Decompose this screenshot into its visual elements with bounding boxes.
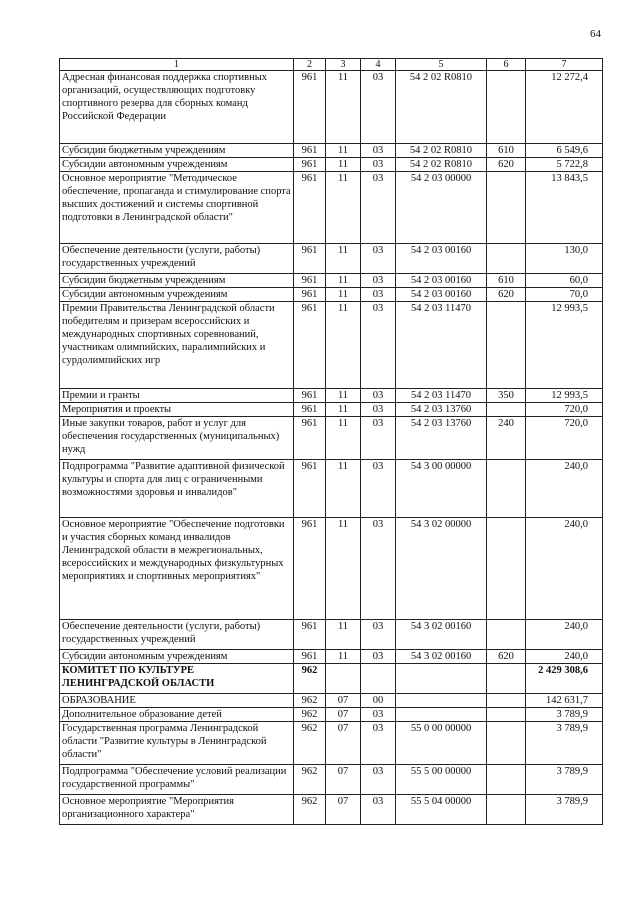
row-ministry-cell: 962 <box>294 694 326 708</box>
row-subsection-cell: 03 <box>361 288 396 302</box>
header-col-2: 2 <box>294 59 326 71</box>
row-ministry-cell: 961 <box>294 288 326 302</box>
row-amount-cell: 12 993,5 <box>526 389 603 403</box>
table-row <box>60 71 603 144</box>
budget-table <box>59 58 603 825</box>
row-target-article-cell: 54 2 03 00160 <box>396 274 487 288</box>
row-target-article-cell: 54 2 03 00160 <box>396 244 487 274</box>
row-subsection-cell: 03 <box>361 460 396 518</box>
row-section-cell: 11 <box>326 650 361 664</box>
row-name-cell: Адресная финансовая поддержка спортивных организаций, осуществляющих подготовку спортивного резерва для сборных команд Российской Федерации <box>60 71 294 144</box>
row-target-article-cell: 54 2 03 11470 <box>396 302 487 389</box>
header-col-5: 5 <box>396 59 487 71</box>
row-target-article-cell <box>396 694 487 708</box>
page-number: 64 <box>590 28 601 40</box>
row-expense-type-cell <box>487 708 526 722</box>
row-name-cell: Государственная программа Ленинградской области "Развитие культуры в Ленинградской области" <box>60 722 294 765</box>
row-section-cell: 11 <box>326 518 361 620</box>
row-amount-cell: 720,0 <box>526 403 603 417</box>
row-expense-type-cell: 350 <box>487 389 526 403</box>
row-section-cell: 11 <box>326 144 361 158</box>
row-amount-cell: 130,0 <box>526 244 603 274</box>
header-col-3: 3 <box>326 59 361 71</box>
row-name-cell: Субсидии автономным учреждениям <box>60 650 294 664</box>
row-ministry-cell: 962 <box>294 708 326 722</box>
row-expense-type-cell <box>487 460 526 518</box>
row-name-cell: Субсидии бюджетным учреждениям <box>60 144 294 158</box>
row-name-cell: Обеспечение деятельности (услуги, работы) государственных учреждений <box>60 244 294 274</box>
row-ministry-cell: 961 <box>294 172 326 244</box>
row-section-cell: 11 <box>326 172 361 244</box>
row-ministry-cell: 961 <box>294 389 326 403</box>
table-row <box>60 664 603 694</box>
row-amount-cell: 240,0 <box>526 620 603 650</box>
row-section-cell: 07 <box>326 694 361 708</box>
row-expense-type-cell <box>487 302 526 389</box>
row-section-cell <box>326 664 361 694</box>
table-row <box>60 708 603 722</box>
row-target-article-cell: 54 2 03 00000 <box>396 172 487 244</box>
row-subsection-cell: 03 <box>361 722 396 765</box>
row-section-cell: 11 <box>326 244 361 274</box>
row-ministry-cell: 961 <box>294 620 326 650</box>
row-subsection-cell: 03 <box>361 71 396 144</box>
row-amount-cell: 720,0 <box>526 417 603 460</box>
header-col-7: 7 <box>526 59 603 71</box>
row-ministry-cell: 961 <box>294 518 326 620</box>
row-expense-type-cell: 610 <box>487 144 526 158</box>
row-ministry-cell: 961 <box>294 158 326 172</box>
table-row <box>60 765 603 795</box>
row-ministry-cell: 961 <box>294 460 326 518</box>
row-ministry-cell: 961 <box>294 650 326 664</box>
table-row <box>60 460 603 518</box>
row-ministry-cell: 962 <box>294 722 326 765</box>
row-target-article-cell: 54 2 03 13760 <box>396 417 487 460</box>
table-row <box>60 795 603 825</box>
row-amount-cell: 3 789,9 <box>526 708 603 722</box>
row-section-cell: 11 <box>326 417 361 460</box>
row-name-cell: Мероприятия и проекты <box>60 403 294 417</box>
row-target-article-cell: 54 2 02 R0810 <box>396 144 487 158</box>
table-row <box>60 694 603 708</box>
row-target-article-cell: 55 5 00 00000 <box>396 765 487 795</box>
row-target-article-cell: 54 3 02 00000 <box>396 518 487 620</box>
row-target-article-cell: 54 2 03 11470 <box>396 389 487 403</box>
row-expense-type-cell <box>487 620 526 650</box>
table-row <box>60 302 603 389</box>
row-subsection-cell: 03 <box>361 144 396 158</box>
table-row <box>60 650 603 664</box>
row-amount-cell: 12 272,4 <box>526 71 603 144</box>
row-amount-cell: 5 722,8 <box>526 158 603 172</box>
row-subsection-cell: 03 <box>361 244 396 274</box>
row-target-article-cell: 55 0 00 00000 <box>396 722 487 765</box>
header-col-1: 1 <box>60 59 294 71</box>
row-subsection-cell: 03 <box>361 403 396 417</box>
row-expense-type-cell <box>487 795 526 825</box>
header-col-4: 4 <box>361 59 396 71</box>
table-row <box>60 172 603 244</box>
row-expense-type-cell <box>487 694 526 708</box>
row-target-article-cell <box>396 708 487 722</box>
row-ministry-cell: 961 <box>294 417 326 460</box>
header-col-6: 6 <box>487 59 526 71</box>
row-name-cell: Основное мероприятие "Методическое обеспечение, пропаганда и стимулирование спорта высших достижений и системы спортивной подготовки в Ленинградской области" <box>60 172 294 244</box>
row-target-article-cell: 54 3 00 00000 <box>396 460 487 518</box>
row-subsection-cell: 03 <box>361 518 396 620</box>
table-row <box>60 274 603 288</box>
row-amount-cell: 2 429 308,6 <box>526 664 603 694</box>
row-section-cell: 11 <box>326 288 361 302</box>
row-expense-type-cell <box>487 518 526 620</box>
row-expense-type-cell <box>487 172 526 244</box>
table-row <box>60 722 603 765</box>
row-amount-cell: 240,0 <box>526 650 603 664</box>
table-row <box>60 389 603 403</box>
row-target-article-cell: 54 3 02 00160 <box>396 650 487 664</box>
table-row <box>60 144 603 158</box>
row-subsection-cell: 03 <box>361 417 396 460</box>
row-name-cell: Дополнительное образование детей <box>60 708 294 722</box>
row-subsection-cell: 03 <box>361 620 396 650</box>
row-name-cell: Иные закупки товаров, работ и услуг для обеспечения государственных (муниципальных) нужд <box>60 417 294 460</box>
row-target-article-cell: 54 2 03 00160 <box>396 288 487 302</box>
row-section-cell: 11 <box>326 274 361 288</box>
row-amount-cell: 6 549,6 <box>526 144 603 158</box>
table-row <box>60 403 603 417</box>
row-ministry-cell: 962 <box>294 765 326 795</box>
row-expense-type-cell: 240 <box>487 417 526 460</box>
row-ministry-cell: 961 <box>294 144 326 158</box>
table-row <box>60 620 603 650</box>
row-ministry-cell: 961 <box>294 244 326 274</box>
row-expense-type-cell: 620 <box>487 650 526 664</box>
row-name-cell: Основное мероприятие "Мероприятия организационного характера" <box>60 795 294 825</box>
row-ministry-cell: 962 <box>294 664 326 694</box>
row-subsection-cell: 03 <box>361 389 396 403</box>
row-expense-type-cell <box>487 403 526 417</box>
table-row <box>60 518 603 620</box>
row-subsection-cell: 03 <box>361 708 396 722</box>
row-amount-cell: 3 789,9 <box>526 722 603 765</box>
row-amount-cell: 142 631,7 <box>526 694 603 708</box>
table-row <box>60 288 603 302</box>
row-name-cell: Подпрограмма "Развитие адаптивной физической культуры и спорта для лиц с ограниченными возможностями здоровья и инвалидов" <box>60 460 294 518</box>
row-ministry-cell: 961 <box>294 302 326 389</box>
row-name-cell: Субсидии автономным учреждениям <box>60 158 294 172</box>
row-target-article-cell <box>396 664 487 694</box>
row-ministry-cell: 961 <box>294 274 326 288</box>
row-name-cell: КОМИТЕТ ПО КУЛЬТУРЕ ЛЕНИНГРАДСКОЙ ОБЛАСТИ <box>60 664 294 694</box>
row-amount-cell: 240,0 <box>526 460 603 518</box>
row-subsection-cell: 03 <box>361 172 396 244</box>
row-amount-cell: 60,0 <box>526 274 603 288</box>
row-ministry-cell: 961 <box>294 71 326 144</box>
row-section-cell: 11 <box>326 620 361 650</box>
row-amount-cell: 70,0 <box>526 288 603 302</box>
table-header-row <box>60 59 603 71</box>
row-expense-type-cell: 610 <box>487 274 526 288</box>
row-section-cell: 11 <box>326 460 361 518</box>
row-ministry-cell: 962 <box>294 795 326 825</box>
row-expense-type-cell <box>487 664 526 694</box>
row-expense-type-cell: 620 <box>487 158 526 172</box>
row-expense-type-cell <box>487 765 526 795</box>
row-target-article-cell: 54 2 03 13760 <box>396 403 487 417</box>
table-row <box>60 244 603 274</box>
row-amount-cell: 240,0 <box>526 518 603 620</box>
row-name-cell: Премии Правительства Ленинградской области победителям и призерам всероссийских и международных спортивных соревнований, участникам олимпийских, паралимпийских и сурдолимпийских игр <box>60 302 294 389</box>
row-ministry-cell: 961 <box>294 403 326 417</box>
table-row <box>60 417 603 460</box>
row-section-cell: 11 <box>326 71 361 144</box>
row-amount-cell: 3 789,9 <box>526 795 603 825</box>
row-target-article-cell: 54 2 02 R0810 <box>396 158 487 172</box>
row-amount-cell: 3 789,9 <box>526 765 603 795</box>
row-section-cell: 11 <box>326 389 361 403</box>
row-subsection-cell: 00 <box>361 694 396 708</box>
row-name-cell: Основное мероприятие "Обеспечение подготовки и участия сборных команд инвалидов Ленинградской области в межрегиональных, всероссийских и международных физкультурных мероприятиях и спортивных мероприятиях" <box>60 518 294 620</box>
row-subsection-cell: 03 <box>361 302 396 389</box>
table-row <box>60 158 603 172</box>
row-amount-cell: 13 843,5 <box>526 172 603 244</box>
row-target-article-cell: 54 2 02 R0810 <box>396 71 487 144</box>
row-expense-type-cell <box>487 71 526 144</box>
row-section-cell: 07 <box>326 795 361 825</box>
row-section-cell: 07 <box>326 708 361 722</box>
row-target-article-cell: 54 3 02 00160 <box>396 620 487 650</box>
row-name-cell: Субсидии автономным учреждениям <box>60 288 294 302</box>
row-section-cell: 11 <box>326 158 361 172</box>
row-name-cell: ОБРАЗОВАНИЕ <box>60 694 294 708</box>
row-name-cell: Субсидии бюджетным учреждениям <box>60 274 294 288</box>
row-subsection-cell: 03 <box>361 650 396 664</box>
row-expense-type-cell <box>487 722 526 765</box>
row-subsection-cell: 03 <box>361 795 396 825</box>
row-expense-type-cell <box>487 244 526 274</box>
row-section-cell: 11 <box>326 302 361 389</box>
row-subsection-cell: 03 <box>361 765 396 795</box>
row-target-article-cell: 55 5 04 00000 <box>396 795 487 825</box>
row-section-cell: 11 <box>326 403 361 417</box>
row-name-cell: Премии и гранты <box>60 389 294 403</box>
row-subsection-cell: 03 <box>361 274 396 288</box>
row-section-cell: 07 <box>326 765 361 795</box>
row-expense-type-cell: 620 <box>487 288 526 302</box>
row-subsection-cell: 03 <box>361 158 396 172</box>
row-name-cell: Подпрограмма "Обеспечение условий реализации государственной программы" <box>60 765 294 795</box>
row-subsection-cell <box>361 664 396 694</box>
row-name-cell: Обеспечение деятельности (услуги, работы) государственных учреждений <box>60 620 294 650</box>
row-section-cell: 07 <box>326 722 361 765</box>
row-amount-cell: 12 993,5 <box>526 302 603 389</box>
